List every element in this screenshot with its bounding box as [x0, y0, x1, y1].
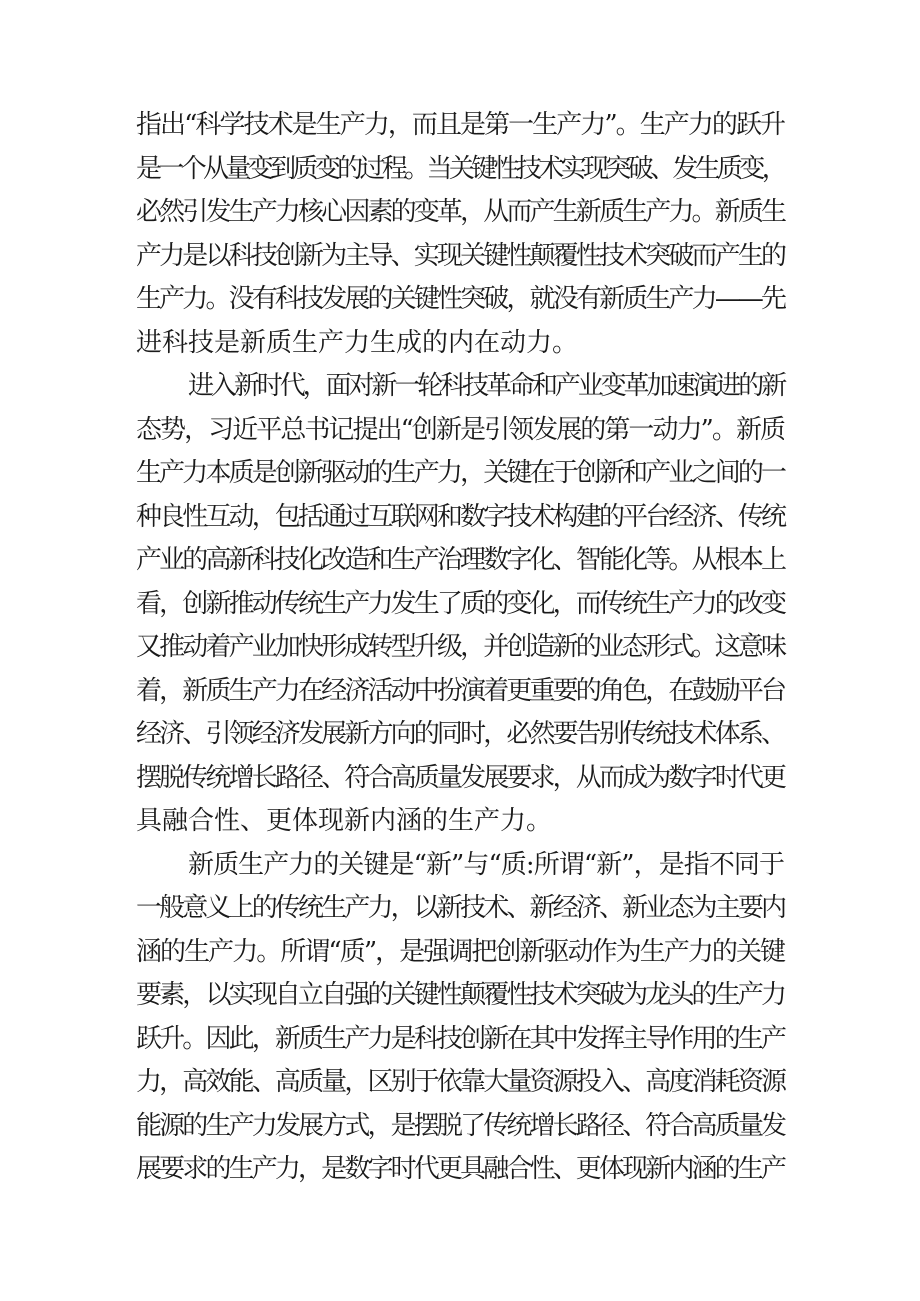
- text-line: 力，高效能、高质量，区别于依靠大量资源投入、高度消耗资源: [136, 1067, 784, 1097]
- text-line: 进科技是新质生产力生成的内在动力。: [136, 327, 579, 358]
- text-line: 产业的高新科技化改造和生产治理数字化、智能化等。从根本上: [136, 545, 784, 575]
- text-line: 指出“科学技术是生产力，而且是第一生产力”。生产力的跃升: [136, 110, 784, 140]
- paragraph-2: [136, 365, 784, 844]
- text-line: 必然引发生产力核心因素的变革，从而产生新质生产力。新质生: [136, 197, 784, 227]
- text-line: 是一个从量变到质变的过程。当关键性技术实现突破、发生质变，: [136, 153, 784, 184]
- document-body: [136, 104, 784, 1192]
- text-line: 一般意义上的传统生产力，以新技术、新经济、新业态为主要内: [136, 893, 784, 923]
- text-line: 种良性互动，包括通过互联网和数字技术构建的平台经济、传统: [136, 501, 784, 532]
- text-line: 着，新质生产力在经济活动中扮演着更重要的角色，在鼓励平台: [136, 675, 784, 706]
- text-line: 要素，以实现自立自强的关键性颠覆性技术突破为龙头的生产力: [136, 980, 784, 1010]
- text-line: 跃升。因此，新质生产力是科技创新在其中发挥主导作用的生产: [136, 1023, 784, 1054]
- text-line: 新质生产力的关键是“新”与“质:所谓“新”，是指不同于: [188, 849, 784, 880]
- text-line: 具融合性、更体现新内涵的生产力。: [136, 806, 553, 836]
- text-line: 又推动着产业加快形成转型升级，并创造新的业态形式。这意味: [136, 632, 784, 662]
- text-line: 生产力本质是创新驱动的生产力，关键在于创新和产业之间的一: [136, 458, 784, 488]
- text-line: 摆脱传统增长路径、符合高质量发展要求，从而成为数字时代更: [136, 762, 784, 793]
- text-line: 看，创新推动传统生产力发生了质的变化，而传统生产力的改变: [136, 588, 784, 619]
- text-line: 产力是以科技创新为主导、实现关键性颠覆性技术突破而产生的: [136, 240, 784, 271]
- paragraph-3: [136, 844, 784, 1192]
- text-line: 生产力。没有科技发展的关键性突破，就没有新质生产力——先: [136, 284, 784, 314]
- text-line: 态势，习近平总书记提出“创新是引领发展的第一动力”。新质: [136, 414, 784, 445]
- text-line: 涵的生产力。所谓“质”，是强调把创新驱动作为生产力的关键: [136, 936, 784, 967]
- text-line: 能源的生产力发展方式，是摆脱了传统增长路径、符合高质量发: [136, 1110, 784, 1141]
- text-line: 经济、引领经济发展新方向的同时，必然要告别传统技术体系、: [136, 719, 784, 749]
- text-line: 展要求的生产力，是数字时代更具融合性、更体现新内涵的生产: [136, 1154, 784, 1184]
- paragraph-1: [136, 104, 784, 365]
- text-line: 进入新时代，面对新一轮科技革命和产业变革加速演进的新: [188, 371, 784, 401]
